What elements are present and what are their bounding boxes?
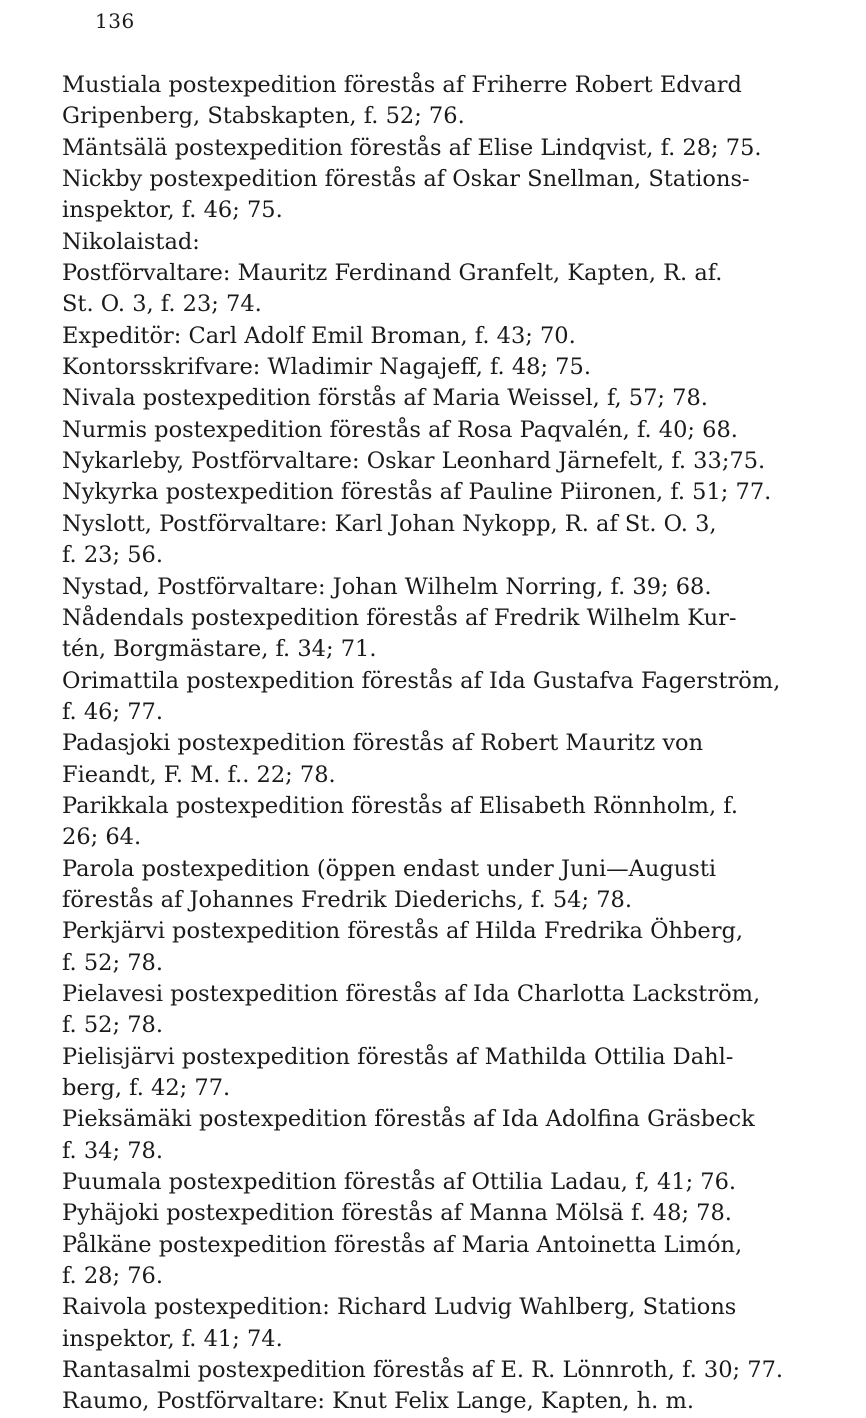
entry-line: Pielisjärvi postexpedition förestås af Mathilda Ottilia Dahl- [62, 1043, 734, 1070]
entry-line: Nikolaistad: [62, 228, 200, 255]
directory-entry [62, 1292, 848, 1355]
directory-entry [62, 572, 848, 603]
entry-line: f. 34; 78. [62, 1137, 163, 1164]
entry-line: Pålkäne postexpedition förestås af Maria Antoinetta Limón, [62, 1231, 743, 1258]
directory-entry [62, 1386, 848, 1417]
entry-line: 26; 64. [62, 824, 142, 851]
directory-entry [62, 383, 848, 414]
entry-line: Mustiala postexpedition förestås af Friherre Robert Edvard [62, 72, 742, 98]
directory-entry [62, 791, 848, 854]
directory-entry [62, 70, 848, 133]
directory-entry [62, 509, 848, 572]
entry-line: Perkjärvi postexpedition förestås af Hilda Fredrika Öhberg, [62, 918, 744, 945]
entry-line: förestås af Johannes Fredrik Diederichs, f. 54; 78. [62, 886, 632, 913]
entry-line: tén, Borgmästare, f. 34; 71. [62, 636, 377, 663]
entry-line: Puumala postexpedition förestås af Ottilia Ladau, f, 41; 76. [62, 1169, 737, 1196]
entry-line: Parikkala postexpedition förestås af Elisabeth Rönnholm, f. [62, 792, 738, 819]
entry-line: Nystad, Postförvaltare: Johan Wilhelm Norring, f. 39; 68. [62, 573, 712, 600]
entry-line: Raumo, Postförvaltare: Knut Felix Lange, Kapten, h. m. [62, 1388, 694, 1415]
entry-line: Pieksämäki postexpedition förestås af Ida Adolfina Gräsbeck [62, 1106, 755, 1133]
directory-entry [62, 164, 848, 227]
directory-entry [62, 979, 848, 1042]
directory-entry [62, 1230, 848, 1293]
directory-entry [62, 227, 848, 258]
entry-line: Kontorsskrifvare: Wladimir Nagajeff, f. 48; 75. [62, 354, 591, 381]
entry-line: inspektor, f. 41; 74. [62, 1325, 283, 1352]
entry-line: Gripenberg, Stabskapten, f. 52; 76. [62, 103, 465, 130]
entry-line: berg, f. 42; 77. [62, 1075, 231, 1101]
directory-entry [62, 133, 848, 164]
directory-entry [62, 446, 848, 477]
directory-entry [62, 321, 848, 352]
directory-entry [62, 1355, 848, 1386]
directory-entry [62, 854, 848, 917]
entry-line: f. 23; 56. [62, 542, 163, 569]
entry-line: Nykarleby, Postförvaltare: Oskar Leonhard Järnefelt, f. 33;75. [62, 448, 766, 475]
entry-line: St. O. 3, f. 23; 74. [62, 291, 262, 318]
entry-line: Rantasalmi postexpedition förestås af E. R. Lönnroth, f. 30; 77. [62, 1357, 784, 1384]
entry-line: f. 52; 78. [62, 949, 163, 976]
entry-line: Padasjoki postexpedition förestås af Robert Mauritz von [62, 730, 704, 757]
entry-line: f. 46; 77. [62, 698, 163, 725]
entry-line: Nyslott, Postförvaltare: Karl Johan Nykopp, R. af St. O. 3, [62, 510, 717, 537]
entry-line: Orimattila postexpedition förestås af Ida Gustafva Fagerström, [62, 667, 781, 694]
directory-entry [62, 258, 848, 321]
directory-entry [62, 352, 848, 383]
directory-entry [62, 603, 848, 666]
directory-entry [62, 728, 848, 791]
entry-line: f. 28; 76. [62, 1263, 163, 1290]
directory-entry [62, 1198, 848, 1229]
entry-line: Nickby postexpedition förestås af Oskar Snellman, Stations- [62, 166, 750, 193]
directory-entry [62, 916, 848, 979]
entry-line: inspektor, f. 46; 75. [62, 197, 283, 224]
entry-line: Pyhäjoki postexpedition förestås af Manna Mölsä f. 48; 78. [62, 1200, 732, 1227]
page-number: 136 [95, 9, 135, 33]
entry-line: Fieandt, F. M. f.. 22; 78. [62, 761, 336, 788]
directory-entry [62, 415, 848, 446]
entry-line: Nivala postexpedition förstås af Maria Weissel, f, 57; 78. [62, 385, 708, 412]
directory-entry [62, 1042, 848, 1105]
directory-entry [62, 1104, 848, 1167]
entry-line: Expeditör: Carl Adolf Emil Broman, f. 43; 70. [62, 322, 576, 349]
entry-line: Raivola postexpedition: Richard Ludvig Wahlberg, Stations [62, 1294, 737, 1321]
entry-line: Nurmis postexpedition förestås af Rosa Paqvalén, f. 40; 68. [62, 416, 738, 443]
entry-line: Nykyrka postexpedition förestås af Pauline Piironen, f. 51; 77. [62, 479, 772, 506]
entry-line: Nådendals postexpedition förestås af Fredrik Wilhelm Kur- [62, 604, 737, 631]
entry-line: Postförvaltare: Mauritz Ferdinand Granfelt, Kapten, R. af. [62, 260, 723, 287]
entry-line: f. 52; 78. [62, 1012, 163, 1039]
directory-entry [62, 477, 848, 508]
entry-line: Mäntsälä postexpedition förestås af Elise Lindqvist, f. 28; 75. [62, 134, 762, 161]
entry-line: Pielavesi postexpedition förestås af Ida Charlotta Lackström, [62, 980, 761, 1007]
directory-entry [62, 666, 848, 729]
entry-line: Parola postexpedition (öppen endast under Juni—Augusti [62, 855, 717, 882]
directory-entry [62, 1167, 848, 1198]
directory-entries [62, 70, 848, 1418]
